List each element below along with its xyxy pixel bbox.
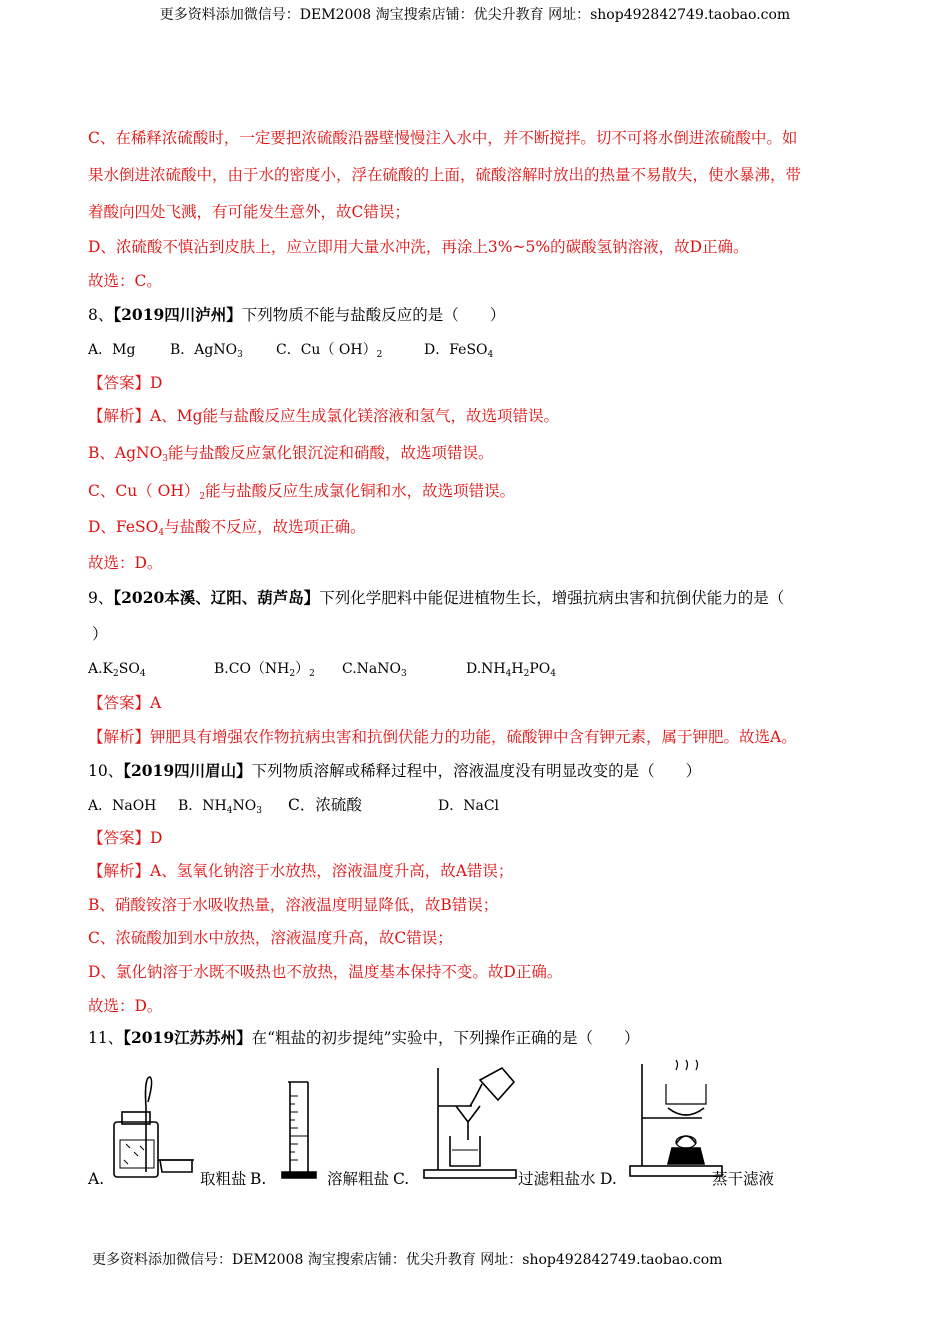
q9-answer: 【答案】A <box>88 694 162 712</box>
q10-source: 【2019四川眉山】 <box>123 761 252 780</box>
q10-choice: 故选：D。 <box>88 997 163 1015</box>
q10-option-d: D．NaCl <box>438 798 500 814</box>
q10-explain-c: C、浓硫酸加到水中放热，溶液温度升高，故C错误； <box>88 929 453 947</box>
q10-explain-a: 【解析】A、氢氧化钠溶于水放热，溶液温度升高，故A错误； <box>88 862 514 880</box>
q8-explain-b-sub: 3 <box>162 454 169 464</box>
q8-option-b-text: B．AgNO <box>170 342 238 358</box>
q11-option-d-letter: D. <box>600 1170 617 1188</box>
q11-option-c-label: 过滤粗盐水 <box>518 1170 596 1188</box>
q8-explain-b-text1: B、AgNO <box>88 444 163 462</box>
q9-number: 9、 <box>88 589 114 607</box>
q8-explain-a <box>88 406 559 426</box>
q8-number: 8、 <box>88 306 114 324</box>
q8-stem: 下列物质不能与盐酸反应的是（ ） <box>241 306 506 324</box>
q11-question <box>88 1028 639 1048</box>
q8-explain-c-text1: C、Cu（ OH） <box>88 482 200 500</box>
q11-option-d-label: 蒸干滤液 <box>712 1170 775 1188</box>
q9-question <box>88 588 784 608</box>
q11-stem: 在“粗盐的初步提纯”实验中，下列操作正确的是（ ） <box>251 1029 640 1047</box>
q10-answer: 【答案】D <box>88 829 163 847</box>
q11-option-b-label: 溶解粗盐 <box>327 1170 390 1188</box>
q8-explain-c <box>88 481 515 507</box>
q8-question <box>88 305 505 325</box>
q8-option-b <box>170 340 276 365</box>
filtration-apparatus-figure <box>422 1060 522 1184</box>
q9-option-d-s1: 4 <box>505 669 512 679</box>
q8-option-d-sub: 4 <box>487 350 494 360</box>
q10-explain-b: B、硝酸铵溶于水吸收热量，溶液温度明显降低，故B错误； <box>88 896 499 914</box>
q9-option-a-t1: A.K <box>88 661 114 677</box>
q9-option-a <box>88 659 214 684</box>
q9-option-c <box>342 659 466 684</box>
q10-option-b-t2: NO <box>232 798 257 814</box>
q8-option-d <box>424 340 493 365</box>
q10-number: 10、 <box>88 762 124 780</box>
q8-explain-a-text: A、Mg能与盐酸反应生成氯化镁溶液和氢气，故选项错误。 <box>150 407 560 425</box>
q9-option-c-s1: 3 <box>401 669 407 679</box>
q9-option-d-t2: H <box>511 661 524 677</box>
q8-option-d-text: D．FeSO <box>424 342 488 358</box>
q10-option-c: C．浓硫酸 <box>288 796 362 814</box>
q9-option-a-t2: SO <box>118 661 140 677</box>
q8-explain-d-text1: D、FeSO <box>88 518 159 536</box>
q8-option-c-sub: 2 <box>376 350 383 360</box>
q9-option-b-s1: 2 <box>289 669 296 679</box>
q9-option-b-t2: ） <box>295 661 310 677</box>
q8-explain-b <box>88 443 494 469</box>
q9-source: 【2020本溪、辽阳、葫芦岛】 <box>113 588 320 607</box>
q8-explain-c-sub: 2 <box>199 492 206 502</box>
q9-option-b-s2: 2 <box>309 669 315 679</box>
q9-option-a-s1: 2 <box>113 669 119 679</box>
q11-option-c-letter: C. <box>393 1170 410 1188</box>
q7-choice: 故选：C。 <box>88 272 162 290</box>
page-footer: 更多资料添加微信号：DEM2008 淘宝搜索店铺：优尖升教育 网址：shop492842749.taobao.com <box>92 1252 723 1268</box>
q11-option-a-letter: A. <box>88 1170 105 1188</box>
q9-option-b-t1: B.CO（NH <box>214 661 290 677</box>
q9-stem: 下列化学肥料中能促进植物生长，增强抗病虫害和抗倒伏能力的是（ <box>319 589 785 607</box>
q7-option-c-line1: C、在稀释浓硫酸时，一定要把浓硫酸沿器壁慢慢注入水中，并不断搅拌。切不可将水倒进浓硫酸中。如 <box>88 129 798 147</box>
q11-option-a-label: 取粗盐 <box>200 1170 247 1188</box>
q9-option-a-s2: 4 <box>139 669 146 679</box>
q8-option-c <box>276 340 424 365</box>
q9-option-d-s3: 4 <box>550 669 556 679</box>
q11-number: 11、 <box>88 1029 124 1047</box>
q9-option-c-t1: C.NaNO <box>342 661 401 677</box>
q8-source: 【2019四川泸州】 <box>113 305 242 324</box>
q9-option-d-t1: D.NH <box>466 661 506 677</box>
q8-explain-d-sub: 4 <box>158 528 165 538</box>
salt-bottle-figure <box>108 1072 198 1182</box>
q10-stem: 下列物质溶解或稀释过程中，溶液温度没有明显改变的是（ ） <box>251 762 702 780</box>
q8-choice: 故选：D。 <box>88 554 163 572</box>
q10-options <box>88 795 499 821</box>
q8-option-a: A．Mg <box>88 342 136 358</box>
q8-option-b-sub: 3 <box>237 350 243 360</box>
q9-option-d-t3: PO <box>529 661 551 677</box>
q9-option-d-s2: 2 <box>523 669 530 679</box>
q10-option-b-t1: B．NH <box>178 798 227 814</box>
q10-option-b-s2: 3 <box>256 806 262 816</box>
q8-explain-d-text2: 与盐酸不反应，故选项正确。 <box>164 518 366 536</box>
q10-option-b <box>178 796 288 821</box>
page-header: 更多资料添加微信号：DEM2008 淘宝搜索店铺：优尖升教育 网址：shop492842749.taobao.com <box>159 7 791 23</box>
evaporation-apparatus-figure <box>628 1058 728 1182</box>
q9-option-d <box>466 659 556 684</box>
q8-options <box>88 340 493 365</box>
q9-option-b <box>214 659 342 684</box>
q10-option-a: A．NaOH <box>88 798 157 814</box>
q7-option-d: D、浓硫酸不慎沾到皮肤上，应立即用大量水冲洗，再涂上3%~5%的碳酸氢钠溶液，故D正确。 <box>88 238 749 256</box>
q11-source: 【2019江苏苏州】 <box>123 1028 252 1047</box>
q8-explain-c-text2: 能与盐酸反应生成氯化铜和水，故选项错误。 <box>205 482 516 500</box>
q8-option-c-text: C．Cu（ OH） <box>276 342 377 358</box>
graduated-cylinder-figure <box>278 1076 328 1186</box>
q8-answer: 【答案】D <box>88 374 163 392</box>
q9-options <box>88 659 556 684</box>
q8-explain-d <box>88 517 366 543</box>
q11-option-b-letter: B. <box>250 1170 267 1188</box>
q8-explain-tag: 【解析】 <box>88 407 151 425</box>
q10-option-b-s1: 4 <box>226 806 233 816</box>
q7-option-c-line3: 着酸向四处飞溅，有可能发生意外，故C错误； <box>88 203 410 221</box>
q7-option-c-line2: 果水倒进浓硫酸中，由于水的密度小，浮在硫酸的上面，硫酸溶解时放出的热量不易散失，使水暴沸，带 <box>88 166 802 184</box>
q10-question <box>88 761 701 781</box>
q10-explain-d: D、氯化钠溶于水既不吸热也不放热，温度基本保持不变。故D正确。 <box>88 963 563 981</box>
q9-explain: 【解析】钾肥具有增强农作物抗病虫害和抗倒伏能力的功能，硫酸钾中含有钾元素，属于钾肥。故选A。 <box>88 728 797 746</box>
q8-explain-b-text2: 能与盐酸反应氯化银沉淀和硝酸，故选项错误。 <box>168 444 494 462</box>
q9-stem-close: ） <box>92 625 108 643</box>
